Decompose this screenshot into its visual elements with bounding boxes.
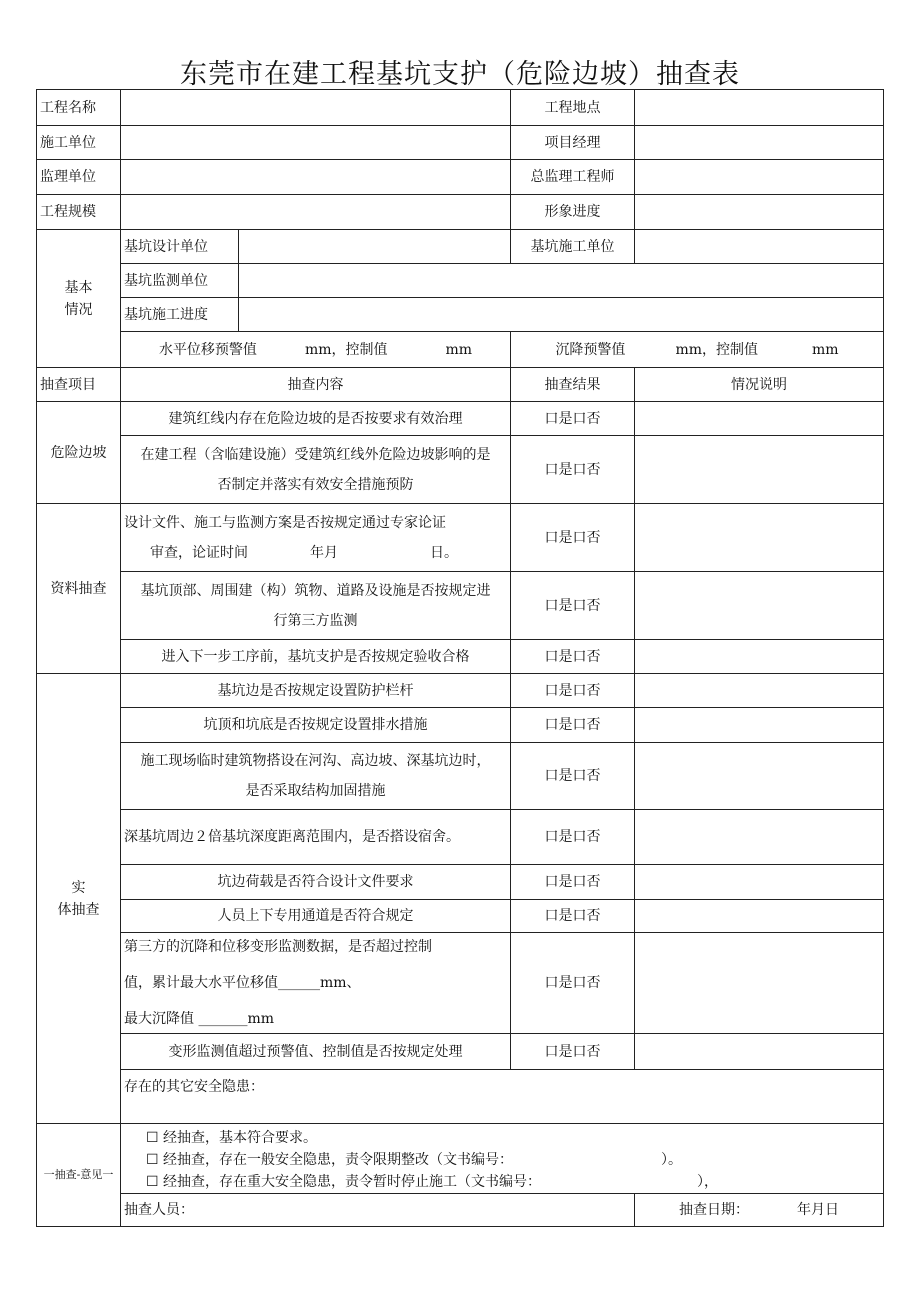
col-header-result: 抽查结果	[511, 368, 635, 402]
label-horiz-warning: 水平位移预警值	[158, 341, 257, 358]
opinion-option-3-end: ），	[697, 1174, 718, 1190]
docs-year-month: 年月	[310, 544, 338, 561]
note-field[interactable]	[635, 1034, 884, 1070]
note-field[interactable]	[635, 402, 884, 436]
field-chief-supervisor[interactable]	[635, 160, 884, 195]
label-design-unit: 基坑设计单位	[121, 230, 239, 264]
label-construction-unit: 施工单位	[37, 126, 121, 160]
yes-no-checkbox[interactable]: 口是口否	[511, 402, 635, 436]
field-pit-construction-unit[interactable]	[635, 230, 884, 264]
yes-no-checkbox[interactable]: 口是口否	[511, 865, 635, 900]
note-field[interactable]	[635, 674, 884, 708]
opinion-label: 一抽查-意见一	[37, 1124, 121, 1227]
yes-no-checkbox[interactable]: 口是口否	[511, 640, 635, 674]
label-monitoring-unit: 基坑监测单位	[121, 264, 239, 298]
opinion-option-2-text: ☐ 经抽查，存在一般安全隐患，责令限期整改（文书编号：	[146, 1152, 513, 1168]
physical-row-6: 人员上下专用通道是否符合规定	[121, 900, 511, 933]
physical-row-2: 坑顶和坑底是否按规定设置排水措施	[121, 708, 511, 743]
label-mm-control-1: mm，控制值	[304, 341, 388, 358]
label-settle-warning: 沉降预警值	[555, 341, 626, 358]
section-physical	[37, 674, 121, 1124]
yes-no-checkbox[interactable]: 口是口否	[511, 674, 635, 708]
opinion-option-2[interactable]	[146, 1149, 880, 1171]
docs-row-2-line-1: 基坑顶部、周围建（构）筑物、道路及设施是否按规定进	[140, 582, 491, 599]
label-chief-supervisor: 总监理工程师	[511, 160, 635, 195]
field-project-location[interactable]	[635, 90, 884, 126]
field-project-name[interactable]	[121, 90, 511, 126]
basic-label-2: 情况	[64, 301, 93, 318]
opinion-option-3-text: ☐ 经抽查，存在重大安全隐患，责令暂时停止施工（文书编号：	[146, 1174, 541, 1190]
field-progress[interactable]	[635, 195, 884, 230]
yes-no-checkbox[interactable]: 口是口否	[511, 708, 635, 743]
yes-no-checkbox[interactable]: 口是口否	[511, 436, 635, 504]
slope-row-2	[121, 436, 511, 504]
settlement-values	[511, 332, 884, 368]
inspector-field[interactable]: 抽查人员：	[121, 1194, 635, 1227]
physical-row-7	[121, 933, 511, 1034]
col-header-item: 抽查项目	[37, 368, 121, 402]
docs-row-3: 进入下一步工序前，基坑支护是否按规定验收合格	[121, 640, 511, 674]
field-project-scale[interactable]	[121, 195, 511, 230]
physical-row-5: 坑边荷载是否符合设计文件要求	[121, 865, 511, 900]
field-pit-progress[interactable]	[239, 298, 884, 332]
note-field[interactable]	[635, 743, 884, 810]
opinion-option-1[interactable]: ☐ 经抽查，基本符合要求。	[146, 1130, 318, 1146]
physical-row-3-line-1: 施工现场临时建筑物搭设在河沟、高边坡、深基坑边时，	[140, 753, 491, 769]
field-construction-unit[interactable]	[121, 126, 511, 160]
yes-no-checkbox[interactable]: 口是口否	[511, 1034, 635, 1070]
label-project-manager: 项目经理	[511, 126, 635, 160]
opinion-options	[121, 1124, 884, 1194]
docs-row-2	[121, 572, 511, 640]
docs-day: 日。	[430, 544, 458, 561]
label-project-scale: 工程规模	[37, 195, 121, 230]
section-docs: 资料抽查	[37, 504, 121, 674]
label-project-name: 工程名称	[37, 90, 121, 126]
physical-label-1: 实	[71, 879, 86, 896]
label-project-location: 工程地点	[511, 90, 635, 126]
docs-row-1	[121, 504, 511, 572]
col-header-content: 抽查内容	[121, 368, 511, 402]
docs-review-time: 审查，论证时间	[150, 544, 248, 561]
label-progress: 形象进度	[511, 195, 635, 230]
slope-row-2-line-2: 否制定并落实有效安全措施预防	[217, 476, 414, 493]
label-mm-1: mm	[445, 341, 473, 358]
yes-no-checkbox[interactable]: 口是口否	[511, 504, 635, 572]
inspection-form	[36, 89, 884, 1227]
label-mm-2: mm	[812, 341, 839, 358]
physical-row-7-line-3: 最大沉降值 _______mm	[124, 1011, 275, 1027]
physical-row-3-line-2: 是否采取结构加固措施	[245, 783, 386, 799]
physical-row-7-line-1: 第三方的沉降和位移变形监测数据，是否超过控制	[124, 939, 432, 955]
physical-label-2: 体抽查	[57, 901, 100, 918]
label-pit-construction-unit: 基坑施工单位	[511, 230, 635, 264]
note-field[interactable]	[635, 572, 884, 640]
field-monitoring-unit[interactable]	[239, 264, 884, 298]
field-project-manager[interactable]	[635, 126, 884, 160]
yes-no-checkbox[interactable]: 口是口否	[511, 900, 635, 933]
date-value: 年月日	[797, 1202, 839, 1218]
note-field[interactable]	[635, 504, 884, 572]
field-design-unit[interactable]	[239, 230, 511, 264]
slope-row-2-line-1: 在建工程（含临建设施）受建筑红线外危险边坡影响的是	[140, 446, 491, 463]
docs-row-1-line-1: 设计文件、施工与监测方案是否按规定通过专家论证	[124, 514, 446, 531]
slope-row-1: 建筑红线内存在危险边坡的是否按要求有效治理	[121, 402, 511, 436]
label-pit-progress: 基坑施工进度	[121, 298, 239, 332]
note-field[interactable]	[635, 865, 884, 900]
physical-row-4: 深基坑周边２倍基坑深度距离范围内，是否搭设宿舍。	[121, 810, 511, 865]
field-supervision-unit[interactable]	[121, 160, 511, 195]
opinion-option-2-end: ）。	[661, 1152, 682, 1168]
other-hazards-field[interactable]: 存在的其它安全隐患：	[121, 1070, 884, 1124]
docs-row-1-line-2	[124, 542, 507, 564]
section-slope: 危险边坡	[37, 402, 121, 504]
horiz-displacement-values	[121, 332, 511, 368]
note-field[interactable]	[635, 640, 884, 674]
label-mm-control-2: mm，控制值	[675, 341, 758, 358]
section-basic-info	[37, 230, 121, 368]
opinion-option-3[interactable]	[146, 1171, 880, 1193]
yes-no-checkbox[interactable]: 口是口否	[511, 572, 635, 640]
physical-row-1: 基坑边是否按规定设置防护栏杆	[121, 674, 511, 708]
label-supervision-unit: 监理单位	[37, 160, 121, 195]
physical-row-3	[121, 743, 511, 810]
col-header-note: 情况说明	[635, 368, 884, 402]
yes-no-checkbox[interactable]: 口是口否	[511, 933, 635, 1034]
note-field[interactable]	[635, 708, 884, 743]
docs-row-2-line-2: 行第三方监测	[273, 612, 358, 629]
note-field[interactable]	[635, 436, 884, 504]
yes-no-checkbox[interactable]: 口是口否	[511, 810, 635, 865]
basic-label-1: 基本	[64, 279, 93, 296]
date-label: 抽查日期：	[679, 1202, 749, 1218]
note-field[interactable]	[635, 933, 884, 1034]
inspection-date[interactable]	[635, 1194, 884, 1227]
yes-no-checkbox[interactable]: 口是口否	[511, 743, 635, 810]
note-field[interactable]	[635, 810, 884, 865]
note-field[interactable]	[635, 900, 884, 933]
physical-row-7-line-2: 值，累计最大水平位移值______mm、	[124, 975, 361, 991]
physical-row-8: 变形监测值超过预警值、控制值是否按规定处理	[121, 1034, 511, 1070]
page-title: 东莞市在建工程基坑支护（危险边坡）抽查表	[180, 59, 740, 90]
